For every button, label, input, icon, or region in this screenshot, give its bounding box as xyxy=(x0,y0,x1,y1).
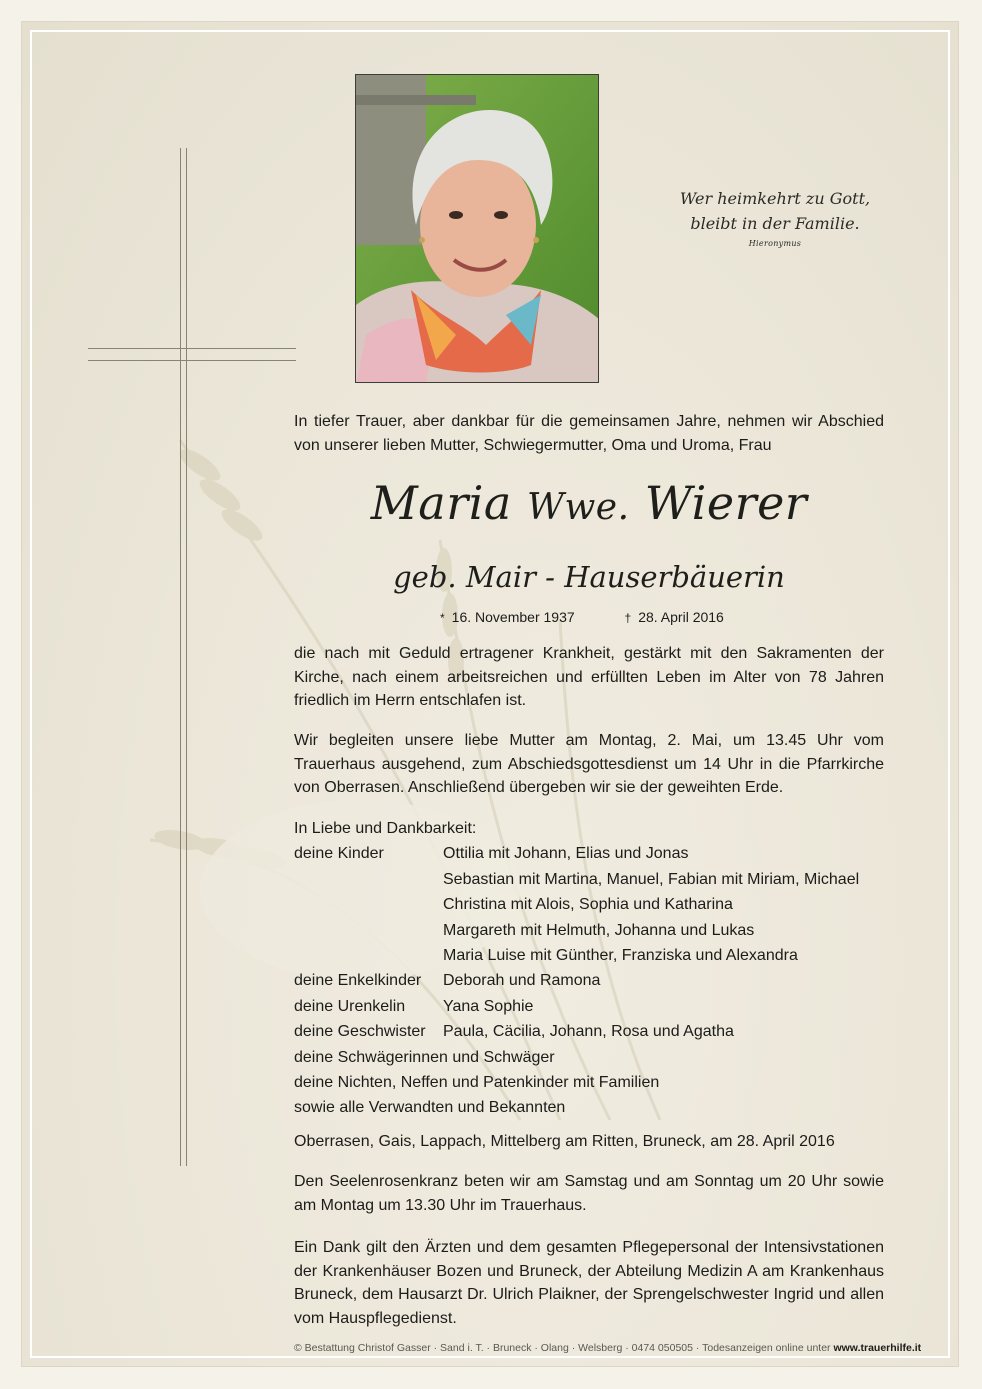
family-value: Sebastian mit Martina, Manuel, Fabian mit Miriam, Michael xyxy=(443,870,860,888)
family-extra-text: deine Schwägerinnen und Schwäger xyxy=(294,1048,555,1066)
paragraph-funeral: Wir begleiten unsere liebe Mutter am Montag, 2. Mai, um 13.45 Uhr vom Trauerhaus ausgehend, zum Abschiedsgottesdienst um 14 Uhr in die Pfarrkirche von Oberrasen. Anschließend übergeben wir sie der geweihten Erde. xyxy=(294,732,884,796)
quote-line-1: Wer heimkehrt zu Gott, xyxy=(679,189,871,208)
footer-url-link[interactable]: www.trauerhilfe.it xyxy=(833,1342,922,1354)
family-row xyxy=(294,918,894,943)
footer-text: © Bestattung Christof Gasser · Sand i. T. · Bruneck · Olang · Welsberg · 0474 050505 · Todesanzeigen online unter xyxy=(294,1342,834,1354)
widow-abbreviation: Wwe. xyxy=(526,487,630,528)
family-value: Yana Sophie xyxy=(443,997,534,1015)
cross-horizontal-line xyxy=(88,348,296,349)
paragraph-illness: die nach mit Geduld ertragener Krankheit, gestärkt mit den Sakramenten der Kirche, nach einem arbeitsreichen und erfüllten Leben im Alter von 78 Jahren friedlich im Herrn entschlafen ist. xyxy=(294,645,884,709)
family-value: Maria Luise mit Günther, Franziska und Alexandra xyxy=(443,946,798,964)
family-value: Paula, Cäcilia, Johann, Rosa und Agatha xyxy=(443,1023,734,1041)
family-row xyxy=(294,892,894,917)
family-value: Christina mit Alois, Sophia und Katharina xyxy=(443,896,733,914)
family-value: Deborah und Ramona xyxy=(443,972,601,990)
family-row xyxy=(294,994,894,1019)
place-date: Oberrasen, Gais, Lappach, Mittelberg am Ritten, Bruneck, am 28. April 2016 xyxy=(294,1133,835,1150)
family-label: deine Kinder xyxy=(294,845,384,863)
death-date xyxy=(625,609,724,625)
family-extra xyxy=(294,1095,894,1120)
birth-name: geb. Mair - Hauserbäuerin xyxy=(393,560,785,594)
family-label: deine Enkelkinder xyxy=(294,972,422,990)
birth-date xyxy=(440,609,575,625)
deceased-name xyxy=(294,476,884,530)
life-dates xyxy=(440,609,724,625)
cross-vertical-line xyxy=(186,148,187,1166)
cross-vertical-line xyxy=(180,148,181,1166)
family-heading xyxy=(294,816,894,841)
cross-horizontal-line xyxy=(88,360,296,361)
paragraph-thanks: Ein Dank gilt den Ärzten und dem gesamten Pflegepersonal der Intensivstationen der Krankenhäuser Bozen und Bruneck, der Abteilung Medizin A am Krankenhaus Bruneck, dem Hausarzt Dr. Ulrich Plaikner, der Sprengelschwester Ingrid und allen vom Hauspflegedienst. xyxy=(294,1239,884,1327)
family-row xyxy=(294,841,894,866)
quote-author: Hieronymus xyxy=(748,239,802,248)
cross-symbol xyxy=(88,148,298,1168)
family-row xyxy=(294,943,894,968)
paragraph-rosary: Den Seelenrosenkranz beten wir am Samstag und am Sonntag um 20 Uhr sowie am Montag um 13.30 Uhr im Trauerhaus. xyxy=(294,1173,884,1214)
family-extra-text: sowie alle Verwandten und Bekannten xyxy=(294,1099,566,1117)
family-value: Margareth mit Helmuth, Johanna und Lukas xyxy=(443,921,755,939)
family-label: deine Urenkelin xyxy=(294,997,406,1015)
portrait-photo xyxy=(355,74,599,383)
footer-credit xyxy=(294,1342,948,1354)
family-row xyxy=(294,867,894,892)
intro-text: In tiefer Trauer, aber dankbar für die gemeinsamen Jahre, nehmen wir Abschied von unserer lieben Mutter, Schwiegermutter, Oma und Uroma, Frau xyxy=(294,413,884,454)
first-name: Maria xyxy=(370,476,512,530)
death-date-text: 28. April 2016 xyxy=(638,609,724,625)
family-row xyxy=(294,968,894,993)
family-extra xyxy=(294,1045,894,1070)
birth-symbol: * xyxy=(440,611,445,625)
bible-quote xyxy=(640,186,910,248)
family-label: deine Geschwister xyxy=(294,1023,426,1041)
family-value: Ottilia mit Johann, Elias und Jonas xyxy=(443,845,689,863)
family-list xyxy=(294,816,894,1121)
family-row xyxy=(294,1019,894,1044)
family-extra-text: deine Nichten, Neffen und Patenkinder mit Familien xyxy=(294,1073,660,1091)
family-heading-text: In Liebe und Dankbarkeit: xyxy=(294,820,477,837)
death-cross-symbol: † xyxy=(624,611,632,625)
quote-line-2: bleibt in der Familie. xyxy=(690,214,860,233)
last-name: Wierer xyxy=(644,476,808,530)
birth-date-text: 16. November 1937 xyxy=(451,609,575,625)
family-extra xyxy=(294,1070,894,1095)
